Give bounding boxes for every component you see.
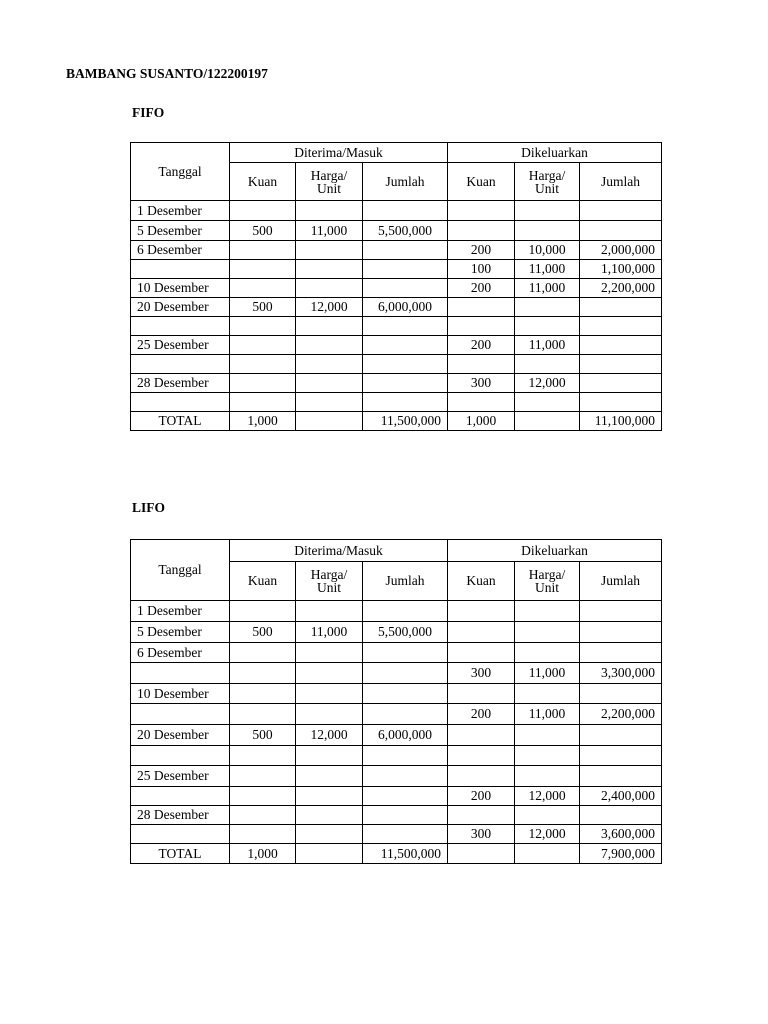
- cell-in-kuan: [230, 317, 296, 336]
- cell-out-jumlah: [580, 221, 662, 241]
- fifo-title: FIFO: [132, 105, 165, 120]
- cell-out-jumlah: [580, 336, 662, 355]
- cell-in-jumlah: [363, 201, 448, 221]
- table-row: [131, 684, 662, 704]
- cell-in-harga: [296, 336, 363, 355]
- table-row: [131, 806, 662, 825]
- header-dikeluarkan: Dikeluarkan: [448, 143, 662, 163]
- cell-out-harga: 10,000: [515, 241, 580, 260]
- cell-in-jumlah: [363, 336, 448, 355]
- cell-out-harga: [515, 766, 580, 787]
- table-row: [131, 374, 662, 393]
- header-tanggal: Tanggal: [131, 540, 230, 601]
- total-out-kuan: [448, 844, 515, 864]
- author-heading: BAMBANG SUSANTO/122200197: [66, 66, 268, 81]
- cell-out-kuan: 200: [448, 787, 515, 806]
- cell-in-kuan: [230, 355, 296, 374]
- cell-in-jumlah: [363, 241, 448, 260]
- cell-out-harga: [515, 684, 580, 704]
- cell-in-harga: [296, 766, 363, 787]
- fifo-table: [130, 142, 662, 431]
- total-in-jumlah: 11,500,000: [363, 412, 448, 431]
- cell-date: 25 Desember: [131, 766, 230, 787]
- header-diterima-masuk: Diterima/Masuk: [230, 143, 448, 163]
- cell-out-harga: 12,000: [515, 374, 580, 393]
- total-out-jumlah: 11,100,000: [580, 412, 662, 431]
- cell-date: 28 Desember: [131, 374, 230, 393]
- cell-in-jumlah: [363, 825, 448, 844]
- cell-in-jumlah: 5,500,000: [363, 221, 448, 241]
- header-kuan-in: Kuan: [230, 562, 296, 601]
- cell-in-harga: 12,000: [296, 725, 363, 746]
- header-jumlah-in: Jumlah: [363, 163, 448, 201]
- cell-out-jumlah: [580, 684, 662, 704]
- cell-out-kuan: [448, 643, 515, 663]
- cell-date: 20 Desember: [131, 298, 230, 317]
- cell-in-harga: [296, 374, 363, 393]
- cell-out-harga: [515, 221, 580, 241]
- cell-out-jumlah: [580, 317, 662, 336]
- cell-in-harga: [296, 825, 363, 844]
- cell-in-kuan: [230, 806, 296, 825]
- cell-out-jumlah: [580, 393, 662, 412]
- table-row: [131, 317, 662, 336]
- total-out-kuan: 1,000: [448, 412, 515, 431]
- cell-out-harga: [515, 746, 580, 766]
- table-row: [131, 241, 662, 260]
- cell-out-kuan: [448, 221, 515, 241]
- cell-out-jumlah: 2,400,000: [580, 787, 662, 806]
- total-in-jumlah: 11,500,000: [363, 844, 448, 864]
- header-dikeluarkan: Dikeluarkan: [448, 540, 662, 562]
- cell-out-kuan: [448, 393, 515, 412]
- cell-out-harga: [515, 601, 580, 622]
- table-row: [131, 725, 662, 746]
- cell-in-kuan: [230, 746, 296, 766]
- cell-out-kuan: 200: [448, 241, 515, 260]
- total-in-harga: [296, 844, 363, 864]
- cell-out-jumlah: 2,200,000: [580, 704, 662, 725]
- table-row: [131, 279, 662, 298]
- cell-out-harga: [515, 201, 580, 221]
- cell-in-harga: [296, 201, 363, 221]
- cell-out-harga: [515, 725, 580, 746]
- cell-out-kuan: [448, 684, 515, 704]
- cell-out-kuan: [448, 622, 515, 643]
- cell-in-harga: [296, 355, 363, 374]
- cell-in-kuan: [230, 663, 296, 684]
- cell-out-harga: [515, 355, 580, 374]
- cell-out-jumlah: 2,200,000: [580, 279, 662, 298]
- cell-in-kuan: [230, 643, 296, 663]
- cell-date: 1 Desember: [131, 601, 230, 622]
- cell-in-harga: [296, 260, 363, 279]
- cell-in-kuan: [230, 374, 296, 393]
- header-kuan-in: Kuan: [230, 163, 296, 201]
- lifo-title: LIFO: [132, 500, 166, 515]
- cell-out-harga: 12,000: [515, 825, 580, 844]
- header-row-group: [131, 540, 662, 562]
- cell-out-jumlah: [580, 374, 662, 393]
- cell-in-kuan: [230, 260, 296, 279]
- cell-out-jumlah: [580, 601, 662, 622]
- table-row: [131, 622, 662, 643]
- cell-date: [131, 355, 230, 374]
- table-row: [131, 221, 662, 241]
- cell-out-kuan: [448, 355, 515, 374]
- cell-out-harga: [515, 643, 580, 663]
- cell-out-jumlah: [580, 806, 662, 825]
- cell-out-harga: [515, 393, 580, 412]
- cell-out-kuan: 300: [448, 374, 515, 393]
- cell-in-harga: 11,000: [296, 221, 363, 241]
- cell-out-jumlah: [580, 298, 662, 317]
- cell-in-jumlah: [363, 317, 448, 336]
- cell-date: 5 Desember: [131, 622, 230, 643]
- total-out-harga: [515, 412, 580, 431]
- table-row: [131, 393, 662, 412]
- cell-date: [131, 704, 230, 725]
- cell-in-harga: [296, 806, 363, 825]
- cell-out-kuan: [448, 766, 515, 787]
- total-label: TOTAL: [131, 412, 230, 431]
- cell-out-harga: 12,000: [515, 787, 580, 806]
- cell-out-jumlah: [580, 355, 662, 374]
- cell-out-harga: 11,000: [515, 336, 580, 355]
- cell-date: [131, 260, 230, 279]
- header-jumlah-in: Jumlah: [363, 562, 448, 601]
- cell-out-kuan: [448, 725, 515, 746]
- cell-in-jumlah: [363, 704, 448, 725]
- cell-date: 6 Desember: [131, 643, 230, 663]
- cell-in-kuan: [230, 201, 296, 221]
- header-tanggal: Tanggal: [131, 143, 230, 201]
- cell-out-harga: [515, 622, 580, 643]
- cell-in-kuan: [230, 825, 296, 844]
- cell-date: 1 Desember: [131, 201, 230, 221]
- cell-date: [131, 317, 230, 336]
- cell-date: 6 Desember: [131, 241, 230, 260]
- cell-in-jumlah: 6,000,000: [363, 298, 448, 317]
- cell-in-kuan: [230, 601, 296, 622]
- cell-in-kuan: 500: [230, 298, 296, 317]
- cell-date: [131, 787, 230, 806]
- lifo-table: [130, 539, 662, 864]
- cell-out-kuan: [448, 317, 515, 336]
- cell-in-jumlah: [363, 601, 448, 622]
- cell-out-kuan: 200: [448, 279, 515, 298]
- cell-out-jumlah: 3,300,000: [580, 663, 662, 684]
- cell-in-jumlah: 5,500,000: [363, 622, 448, 643]
- cell-date: 10 Desember: [131, 279, 230, 298]
- cell-date: 28 Desember: [131, 806, 230, 825]
- cell-date: 25 Desember: [131, 336, 230, 355]
- cell-in-harga: [296, 704, 363, 725]
- cell-out-kuan: [448, 601, 515, 622]
- cell-out-kuan: 300: [448, 663, 515, 684]
- header-kuan-out: Kuan: [448, 163, 515, 201]
- cell-in-jumlah: [363, 260, 448, 279]
- cell-in-kuan: [230, 704, 296, 725]
- cell-in-harga: [296, 241, 363, 260]
- table-row: [131, 643, 662, 663]
- cell-in-kuan: [230, 336, 296, 355]
- header-row-group: [131, 143, 662, 163]
- cell-in-kuan: 500: [230, 622, 296, 643]
- cell-in-kuan: [230, 241, 296, 260]
- table-row: [131, 336, 662, 355]
- table-row: [131, 825, 662, 844]
- cell-out-kuan: [448, 298, 515, 317]
- cell-in-kuan: [230, 393, 296, 412]
- total-label: TOTAL: [131, 844, 230, 864]
- cell-in-harga: [296, 317, 363, 336]
- cell-in-jumlah: [363, 766, 448, 787]
- header-jumlah-out: Jumlah: [580, 163, 662, 201]
- table-row: [131, 787, 662, 806]
- cell-out-jumlah: [580, 201, 662, 221]
- cell-date: 5 Desember: [131, 221, 230, 241]
- total-in-harga: [296, 412, 363, 431]
- cell-in-kuan: [230, 279, 296, 298]
- header-diterima-masuk: Diterima/Masuk: [230, 540, 448, 562]
- cell-in-jumlah: [363, 393, 448, 412]
- cell-out-harga: [515, 806, 580, 825]
- cell-out-harga: 11,000: [515, 704, 580, 725]
- cell-date: 10 Desember: [131, 684, 230, 704]
- cell-out-jumlah: 3,600,000: [580, 825, 662, 844]
- cell-in-harga: 12,000: [296, 298, 363, 317]
- cell-date: [131, 746, 230, 766]
- cell-out-jumlah: [580, 643, 662, 663]
- table-row: [131, 746, 662, 766]
- cell-in-jumlah: [363, 746, 448, 766]
- cell-in-jumlah: [363, 355, 448, 374]
- table-row: [131, 298, 662, 317]
- header-kuan-out: Kuan: [448, 562, 515, 601]
- header-jumlah-out: Jumlah: [580, 562, 662, 601]
- cell-in-harga: [296, 601, 363, 622]
- table-row: [131, 355, 662, 374]
- table-row: [131, 201, 662, 221]
- cell-in-kuan: 500: [230, 221, 296, 241]
- cell-in-jumlah: [363, 643, 448, 663]
- table-row: [131, 766, 662, 787]
- total-out-harga: [515, 844, 580, 864]
- cell-out-kuan: 300: [448, 825, 515, 844]
- cell-in-kuan: [230, 766, 296, 787]
- cell-out-kuan: [448, 746, 515, 766]
- cell-out-harga: 11,000: [515, 663, 580, 684]
- cell-in-jumlah: 6,000,000: [363, 725, 448, 746]
- cell-out-harga: [515, 298, 580, 317]
- cell-in-jumlah: [363, 684, 448, 704]
- table-row: [131, 704, 662, 725]
- cell-in-harga: [296, 393, 363, 412]
- header-harga-out: Harga/ Unit: [515, 562, 580, 601]
- cell-date: [131, 663, 230, 684]
- table-row: [131, 663, 662, 684]
- cell-in-jumlah: [363, 787, 448, 806]
- cell-in-harga: [296, 787, 363, 806]
- cell-date: [131, 825, 230, 844]
- cell-in-harga: [296, 279, 363, 298]
- cell-in-harga: 11,000: [296, 622, 363, 643]
- cell-in-jumlah: [363, 806, 448, 825]
- total-in-kuan: 1,000: [230, 844, 296, 864]
- table-row: [131, 601, 662, 622]
- cell-in-harga: [296, 663, 363, 684]
- cell-out-jumlah: [580, 622, 662, 643]
- cell-out-kuan: 200: [448, 336, 515, 355]
- cell-in-jumlah: [363, 279, 448, 298]
- header-harga-in: Harga/ Unit: [296, 163, 363, 201]
- cell-in-jumlah: [363, 663, 448, 684]
- total-out-jumlah: 7,900,000: [580, 844, 662, 864]
- cell-in-kuan: 500: [230, 725, 296, 746]
- total-in-kuan: 1,000: [230, 412, 296, 431]
- header-harga-in: Harga/ Unit: [296, 562, 363, 601]
- cell-in-harga: [296, 643, 363, 663]
- cell-out-kuan: 200: [448, 704, 515, 725]
- cell-out-jumlah: [580, 725, 662, 746]
- cell-out-harga: 11,000: [515, 260, 580, 279]
- cell-in-harga: [296, 684, 363, 704]
- cell-out-harga: 11,000: [515, 279, 580, 298]
- header-harga-out: Harga/ Unit: [515, 163, 580, 201]
- total-row: [131, 844, 662, 864]
- cell-out-kuan: 100: [448, 260, 515, 279]
- cell-date: [131, 393, 230, 412]
- cell-out-jumlah: [580, 766, 662, 787]
- cell-date: 20 Desember: [131, 725, 230, 746]
- cell-in-jumlah: [363, 374, 448, 393]
- table-row: [131, 260, 662, 279]
- cell-out-harga: [515, 317, 580, 336]
- cell-in-kuan: [230, 684, 296, 704]
- cell-out-jumlah: 2,000,000: [580, 241, 662, 260]
- cell-out-kuan: [448, 806, 515, 825]
- cell-in-harga: [296, 746, 363, 766]
- cell-out-kuan: [448, 201, 515, 221]
- cell-out-jumlah: [580, 746, 662, 766]
- total-row: [131, 412, 662, 431]
- cell-out-jumlah: 1,100,000: [580, 260, 662, 279]
- cell-in-kuan: [230, 787, 296, 806]
